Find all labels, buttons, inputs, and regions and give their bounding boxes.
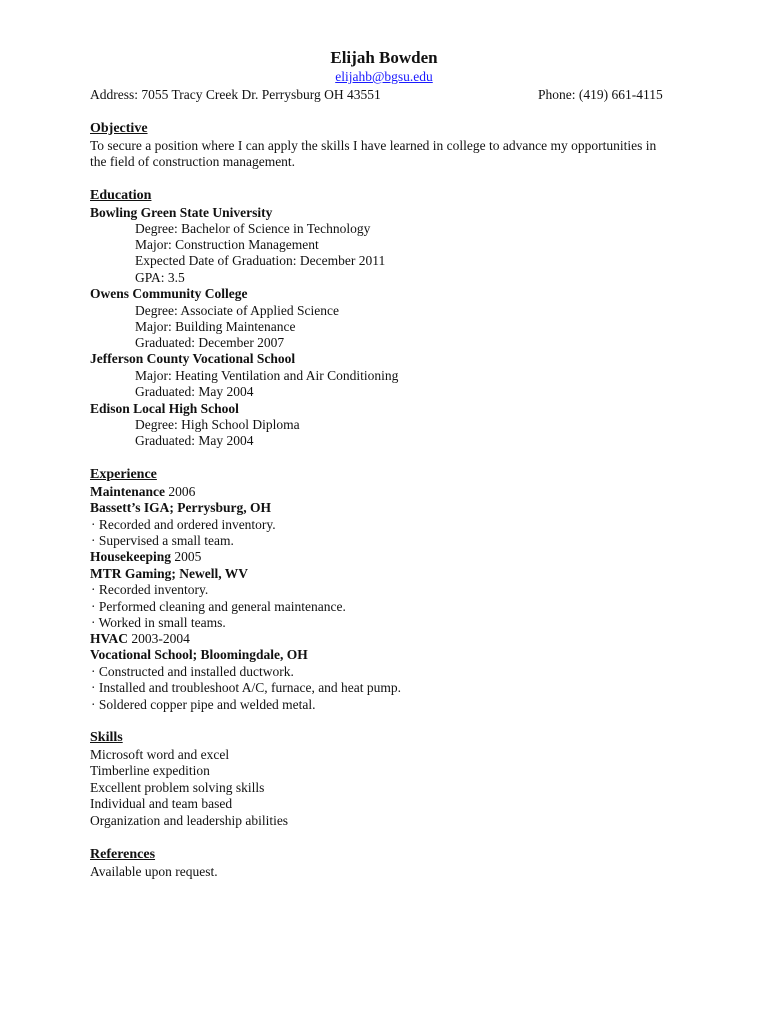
- job-title: Housekeeping: [90, 549, 172, 564]
- references-heading: References: [90, 847, 156, 862]
- job-bullet: · Performed cleaning and general maintenance.: [91, 599, 346, 614]
- school-name: Jefferson County Vocational School: [90, 351, 296, 366]
- job-bullet: · Installed and troubleshoot A/C, furnace, and heat pump.: [91, 680, 402, 695]
- email-link[interactable]: elijahb@bgsu.edu: [335, 69, 433, 84]
- objective-line: To secure a position where I can apply the skills I have learned in college to advance my opportunities in: [90, 138, 657, 153]
- objective-heading: Objective: [90, 121, 148, 136]
- job-employer: Bassett’s IGA; Perrysburg, OH: [90, 500, 271, 515]
- job-title: HVAC: [90, 631, 129, 646]
- job-bullet: · Soldered copper pipe and welded metal.: [91, 697, 316, 712]
- skill-item: Organization and leadership abilities: [90, 813, 289, 828]
- job-employer: Vocational School; Bloomingdale, OH: [90, 647, 308, 662]
- school-detail: Graduated: May 2004: [135, 384, 254, 399]
- job-years: 2005: [171, 549, 202, 564]
- school-detail: Major: Building Maintenance: [135, 319, 296, 334]
- skill-item: Excellent problem solving skills: [90, 780, 265, 795]
- job-employer: MTR Gaming; Newell, WV: [90, 566, 248, 581]
- job-title-line: [90, 631, 190, 647]
- references-text: Available upon request.: [90, 864, 218, 879]
- school-detail: Major: Heating Ventilation and Air Conditioning: [135, 368, 399, 383]
- skill-item: Microsoft word and excel: [90, 747, 230, 762]
- job-title-line: [90, 484, 195, 500]
- job-title-line: [90, 549, 201, 565]
- school-name: Owens Community College: [90, 286, 248, 301]
- job-bullet: · Worked in small teams.: [91, 615, 226, 630]
- job-bullet: · Constructed and installed ductwork.: [91, 664, 294, 679]
- school-detail: Degree: Associate of Applied Science: [135, 303, 339, 318]
- school-detail: Degree: High School Diploma: [135, 417, 300, 432]
- address-line: Address: 7055 Tracy Creek Dr. Perrysburg OH 43551: [90, 87, 381, 102]
- job-years: 2003-2004: [128, 631, 190, 646]
- school-detail: Degree: Bachelor of Science in Technology: [135, 221, 371, 236]
- job-bullet: · Recorded inventory.: [91, 582, 209, 597]
- school-detail: Graduated: May 2004: [135, 433, 254, 448]
- school-name: Bowling Green State University: [90, 205, 273, 220]
- experience-heading: Experience: [90, 467, 157, 482]
- school-detail: Expected Date of Graduation: December 2011: [135, 253, 386, 268]
- objective-line: the field of construction management.: [90, 154, 296, 169]
- job-bullet: · Recorded and ordered inventory.: [91, 517, 276, 532]
- job-title: Maintenance: [90, 484, 165, 499]
- skills-heading: Skills: [90, 730, 123, 745]
- skill-item: Timberline expedition: [90, 763, 210, 778]
- job-years: 2006: [165, 484, 196, 499]
- resume-name: Elijah Bowden: [330, 48, 438, 67]
- education-heading: Education: [90, 188, 152, 203]
- school-name: Edison Local High School: [90, 401, 239, 416]
- phone-line: Phone: (419) 661-4115: [538, 87, 663, 102]
- school-detail: Graduated: December 2007: [135, 335, 285, 350]
- skill-item: Individual and team based: [90, 796, 233, 811]
- school-detail: GPA: 3.5: [135, 270, 185, 285]
- school-detail: Major: Construction Management: [135, 237, 319, 252]
- job-bullet: · Supervised a small team.: [91, 533, 234, 548]
